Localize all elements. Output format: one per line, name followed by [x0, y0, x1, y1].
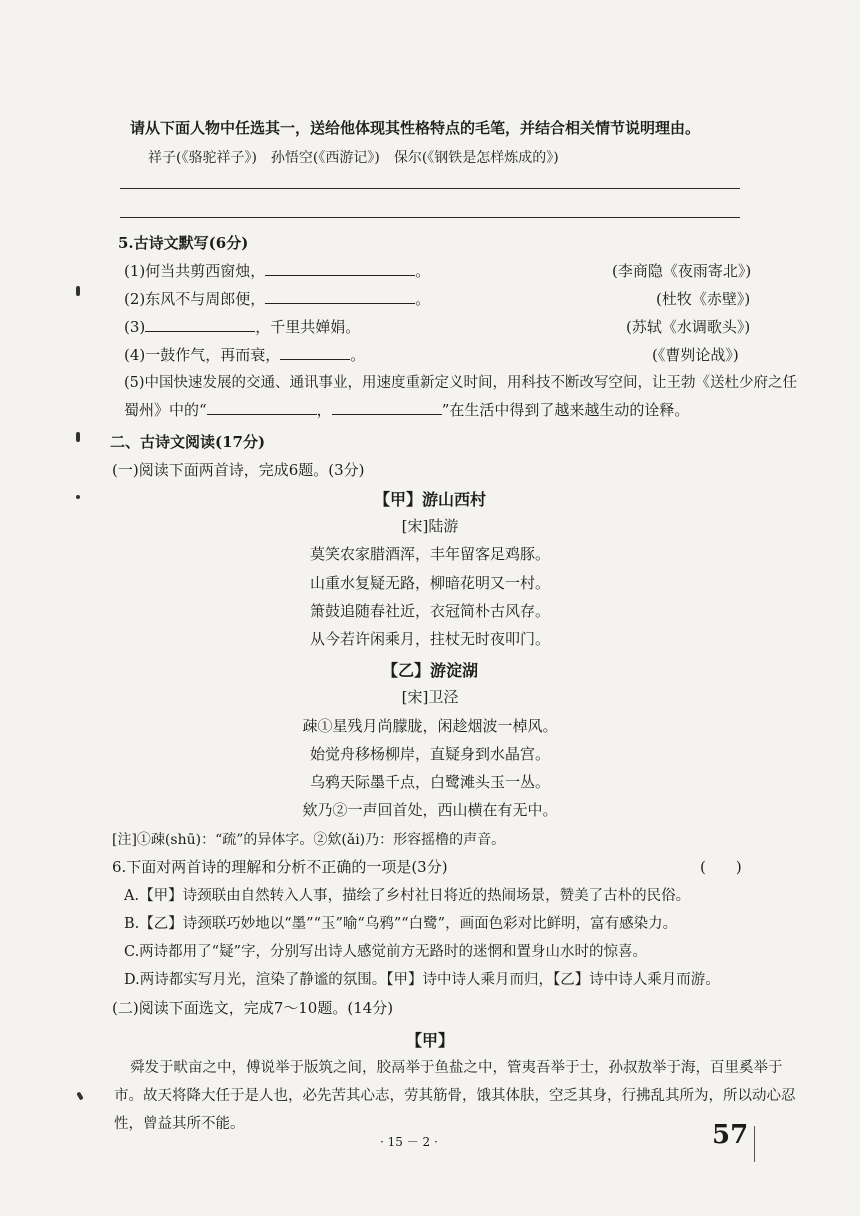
page-number: 57: [712, 1120, 749, 1150]
poem2-title: 【乙】游淀湖: [381, 661, 478, 680]
q5-line-3-text: (3): [124, 318, 146, 336]
q5-item-5-prefix: 蜀州》中的“: [124, 401, 207, 419]
q5-line-3: [124, 316, 360, 337]
passage-line: 市。故天将降大任于是人也，必先苦其心志，劳其筋骨，饿其体肤，空乏其身，行拂乱其所为，所以动心忍: [114, 1088, 796, 1104]
q5-source-1: (李商隐《夜雨寄北》): [612, 262, 752, 280]
q6-option-b: B.【乙】诗颈联巧妙地以“墨”“玉”喻“乌鸦”“白鹭”，画面色彩对比鲜明，富有感染力。: [124, 916, 678, 932]
poem2-author: [宋]卫泾: [401, 688, 459, 706]
q5-source-3: (苏轼《水调歌头》): [626, 318, 751, 336]
poem1-line: 箫鼓追随春社近，衣冠简朴古风存。: [309, 602, 550, 620]
passage-line: 舜发于畎亩之中，傅说举于版筑之间，胶鬲举于鱼盐之中，管夷吾举于士，孙叔敖举于海，百里奚举于: [130, 1060, 783, 1076]
section2-part1: (一)阅读下面两首诗，完成6题。(3分): [112, 461, 365, 479]
q5-line-1-end: 。: [415, 262, 431, 280]
scan-mark: [76, 495, 80, 499]
section2-title: 二、古诗文阅读(17分): [110, 433, 266, 451]
q5-title: 5.古诗文默写(6分): [118, 234, 249, 252]
scan-mark: [76, 1092, 83, 1101]
character-list: 祥子(《骆驼祥子》) 孙悟空(《西游记》) 保尔(《钢铁是怎样炼成的》): [148, 150, 559, 166]
answer-line-1: [120, 188, 740, 189]
fill-blank[interactable]: [280, 345, 350, 360]
section2-part2: (二)阅读下面选文，完成7～10题。(14分): [112, 999, 394, 1017]
q6-stem: 6.下面对两首诗的理解和分析不正确的一项是(3分): [112, 858, 448, 876]
scan-mark: [76, 432, 80, 442]
poem2-line: 疎①星残月尚朦胧，闲趁烟波一棹风。: [302, 717, 558, 735]
fill-blank[interactable]: [207, 400, 317, 415]
q5-line-1-text: (1)何当共剪西窗烛，: [124, 262, 266, 280]
page-footer: · 15 － 2 ·: [380, 1135, 438, 1149]
poem2-line: 乌鸦天际墨千点，白鹭滩头玉一丛。: [309, 773, 550, 791]
scan-mark: [76, 286, 80, 296]
q6-option-c: C.两诗都用了“疑”字，分别写出诗人感觉前方无路时的迷惘和置身山水时的惊喜。: [124, 944, 648, 960]
fill-blank[interactable]: [265, 289, 415, 304]
q6-option-d: D.两诗都实写月光，渲染了静谧的氛围。【甲】诗中诗人乘月而归，【乙】诗中诗人乘月而游。: [124, 972, 720, 988]
q6-answer-bracket[interactable]: ( ): [700, 858, 742, 876]
q5-line-3-end: ，千里共婵娟。: [255, 318, 361, 336]
q5-item-5-suffix: ”在生活中得到了越来越生动的诠释。: [441, 401, 690, 419]
answer-line-2: [120, 217, 740, 218]
passage-line: 性，曾益其所不能。: [114, 1116, 245, 1132]
poem2-line: 欸乃②一声回首处，西山横在有无中。: [302, 801, 558, 819]
poem1-author: [宋]陆游: [401, 517, 459, 535]
poem1-line: 莫笑农家腊酒浑，丰年留客足鸡豚。: [309, 545, 550, 563]
q5-source-2: (杜牧《赤壁》): [656, 290, 751, 308]
fill-blank[interactable]: [265, 261, 415, 276]
q5-source-4: (《曹刿论战》): [652, 346, 739, 364]
q5-line-4-text: (4)一鼓作气，再而衰，: [124, 346, 281, 364]
poem2-line: 始觉舟移杨柳岸，直疑身到水晶宫。: [309, 745, 550, 763]
q5-line-2-text: (2)东风不与周郎便，: [124, 290, 266, 308]
margin-rule: [754, 1126, 755, 1162]
poem1-line: 从今若许闲乘月，拄杖无时夜叩门。: [309, 630, 550, 648]
question-intro: 请从下面人物中任选其一，送给他体现其性格特点的毛笔，并结合相关情节说明理由。: [130, 119, 701, 137]
passage-heading: 【甲】: [405, 1031, 454, 1050]
q5-item-5-line1: (5)中国快速发展的交通、通讯事业，用速度重新定义时间，用科技不断改写空间，让王勃《送杜少府之任: [124, 375, 798, 391]
q5-line-1: [124, 260, 430, 281]
fill-blank[interactable]: [332, 400, 442, 415]
fill-blank[interactable]: [145, 317, 255, 332]
poem-note: [注]①疎(shū)：“疏”的异体字。②欸(ǎi)乃：形容摇橹的声音。: [112, 832, 506, 848]
q6-option-a: A.【甲】诗颈联由自然转入人事，描绘了乡村社日将近的热闹场景，赞美了古朴的民俗。: [124, 888, 691, 904]
q5-line-2: [124, 288, 430, 309]
q5-item-5-mid: ，: [316, 401, 332, 419]
q5-line-4-end: 。: [350, 346, 366, 364]
q5-line-4: [124, 344, 365, 365]
q5-item-5-line2: [124, 399, 689, 420]
q5-line-2-end: 。: [415, 290, 431, 308]
poem1-line: 山重水复疑无路，柳暗花明又一村。: [309, 574, 550, 592]
poem1-title: 【甲】游山西村: [373, 490, 486, 509]
